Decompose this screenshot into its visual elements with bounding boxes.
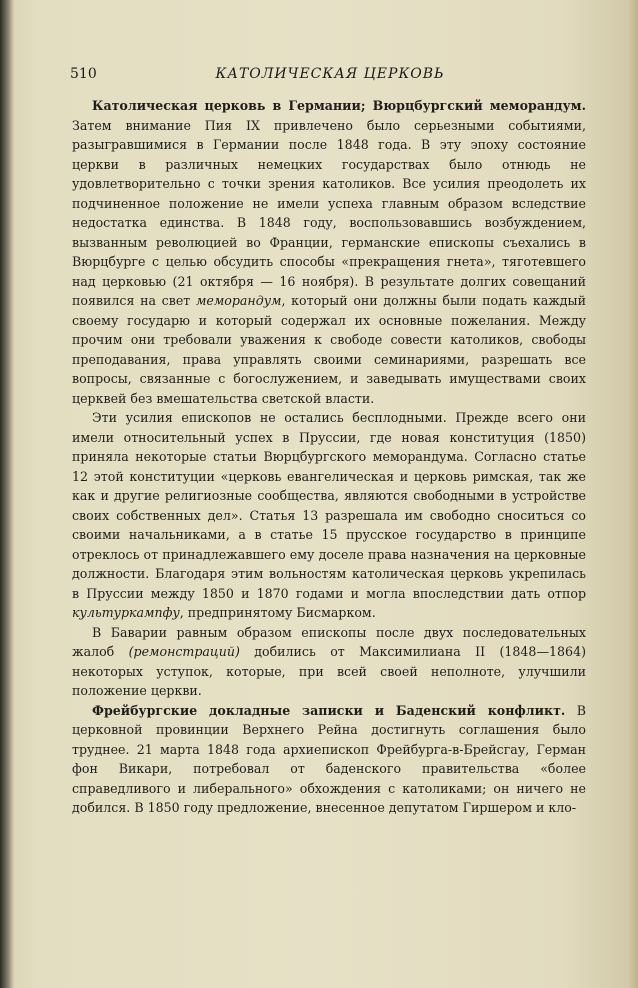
page-edge — [628, 0, 638, 988]
text-run: , предпринятому Бисмарком. — [179, 605, 376, 620]
paragraph — [72, 623, 586, 701]
text-run: Эти усилия епископов не остались бесплодными. Прежде всего они имели относительный успех в Пруссии, где новая конституция (1850) приняла некоторые статьи Вюрцбургского меморандума. Согласно статье 12 этой конституции «церковь евангелическая и церковь римская, так же как и другие религиозные сообщества, являются свободными в устройстве своих собственных дел». Статья 13 разрешала им свободно сноситься со своими начальниками, а в статье 15 прусское государство в принципе отреклось от принадлежавшего ему доселе права назначения на церковные должности. Благодаря этим вольностям католическая церковь укрепилась в Пруссии между 1850 и 1870 годами и могла впоследствии дать отпор — [72, 410, 586, 601]
book-spine-shadow — [0, 0, 14, 988]
paragraph-heading: Фрейбургские докладные записки и Баденский конфликт. — [92, 702, 566, 718]
paragraph — [72, 701, 586, 818]
italic-term: (ремонстраций) — [128, 644, 240, 659]
running-title: КАТОЛИЧЕСКАЯ ЦЕРКОВЬ — [215, 66, 445, 82]
text-run: , который они должны были подать каждый своему государю и который содержал их основные пожелания. Между прочим они требовали уважения к свободе совести католиков, свободы преподавания, права управлять своими семинариями, разрешать все вопросы, связанные с богослужением, и заведывать имуществами своих церквей без вмешательства светской власти. — [72, 293, 586, 406]
page-number: 510 — [70, 66, 97, 82]
italic-term: культуркампфу — [72, 605, 180, 620]
text-run: Затем внимание Пия IX привлечено было серьезными событиями, разыгравшимися в Германии после 1848 года. В эту эпоху состояние церкви в различных немецких государствах было отнюдь не удовлетворительно с точки зрения католиков. Все усилия преодолеть их подчиненное положение не имели успеха главным образом вследствие недостатка единства. В 1848 году, воспользовавшись возбуждением, вызванным революцией во Франции, германские епископы съехались в Вюрцбурге с целью обсудить способы «прекращения гнета», тяготевшего над церковью (21 октября — 16 ноября). В результате долгих совещаний появился на свет — [72, 117, 586, 308]
italic-term: меморандум — [195, 293, 282, 308]
text-run: В Баварии равным образом епископы после двух последовательных жалоб — [72, 624, 586, 659]
body-text — [72, 96, 586, 818]
paragraph — [72, 96, 586, 408]
text-run: добились от Максимилиана II (1848—1864) некоторых уступок, которые, при всей своей неполноте, улучшили положение церкви. — [72, 644, 586, 698]
paragraph — [72, 408, 586, 623]
text-run: В церковной провинции Верхнего Рейна достигнуть соглашения было труднее. 21 марта 1848 года архиепископ Фрейбурга-в-Брейсгау, Герман фон Викари, потребовал от баденского правительства «более справедливого и либерального» обхождения с католиками; он ничего не добился. В 1850 году предложение, внесенное депутатом Гиршером и кло- — [72, 702, 586, 815]
page-header — [70, 66, 590, 88]
paragraph-heading: Католическая церковь в Германии; Вюрцбургский меморандум. — [92, 98, 586, 113]
